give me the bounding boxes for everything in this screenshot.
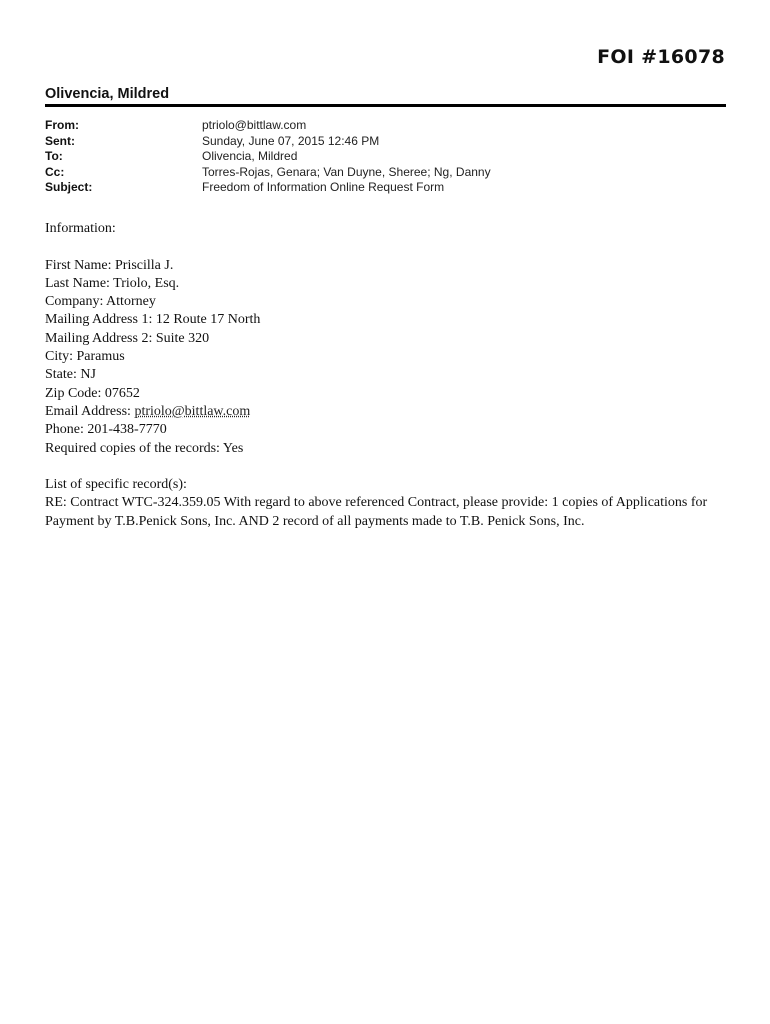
from-value: ptriolo@bittlaw.com xyxy=(202,118,307,132)
header-divider xyxy=(45,104,726,107)
cc-value: Torres-Rojas, Genara; Van Duyne, Sheree; Ng, Danny xyxy=(202,164,491,179)
to-value: Olivencia, Mildred xyxy=(202,149,298,163)
email-address-link[interactable]: ptriolo@bittlaw.com xyxy=(134,403,251,419)
subject-label: Subject: xyxy=(45,180,93,194)
email-address-line xyxy=(45,403,730,421)
sent-row xyxy=(45,134,491,150)
last-name-line: Last Name: Triolo, Esq. xyxy=(45,275,180,291)
mailing-address-2-line: Mailing Address 2: Suite 320 xyxy=(45,330,210,346)
required-copies-line: Required copies of the records: Yes xyxy=(45,440,244,456)
spacer xyxy=(45,238,730,256)
email-address-label: Email Address: xyxy=(45,403,135,419)
phone-line: Phone: 201-438-7770 xyxy=(45,422,167,438)
city-line: City: Paramus xyxy=(45,349,125,365)
state-line: State: NJ xyxy=(45,367,96,383)
zip-code-line: Zip Code: 07652 xyxy=(45,385,140,401)
email-header xyxy=(45,118,491,196)
company-line: Company: Attorney xyxy=(45,294,156,310)
information-heading: Information: xyxy=(45,221,116,236)
subject-row xyxy=(45,180,491,196)
sent-value: Sunday, June 07, 2015 12:46 PM xyxy=(202,133,380,148)
from-row xyxy=(45,118,491,134)
recipient-name: Olivencia, Mildred xyxy=(45,86,170,102)
cc-label: Cc: xyxy=(45,164,65,179)
subject-value: Freedom of Information Online Request Form xyxy=(202,180,445,194)
first-name-line: First Name: Priscilla J. xyxy=(45,257,174,273)
to-label: To: xyxy=(45,149,63,163)
cc-row xyxy=(45,165,491,181)
email-body xyxy=(45,220,730,531)
request-text: RE: Contract WTC-324.359.05 With regard to above referenced Contract, please provide: 1 copies of Applications for Payment by T.B.Penick Sons, Inc. AND 2 record of all payments made to T.B. Penick Sons, Inc. xyxy=(45,495,708,529)
to-row xyxy=(45,149,491,165)
list-heading: List of specific record(s): xyxy=(45,477,187,493)
spacer xyxy=(45,458,730,476)
mailing-address-1-line: Mailing Address 1: 12 Route 17 North xyxy=(45,312,261,328)
from-label: From: xyxy=(45,118,79,132)
foi-number: FOI #16078 xyxy=(597,46,725,68)
sent-label: Sent: xyxy=(45,133,75,148)
